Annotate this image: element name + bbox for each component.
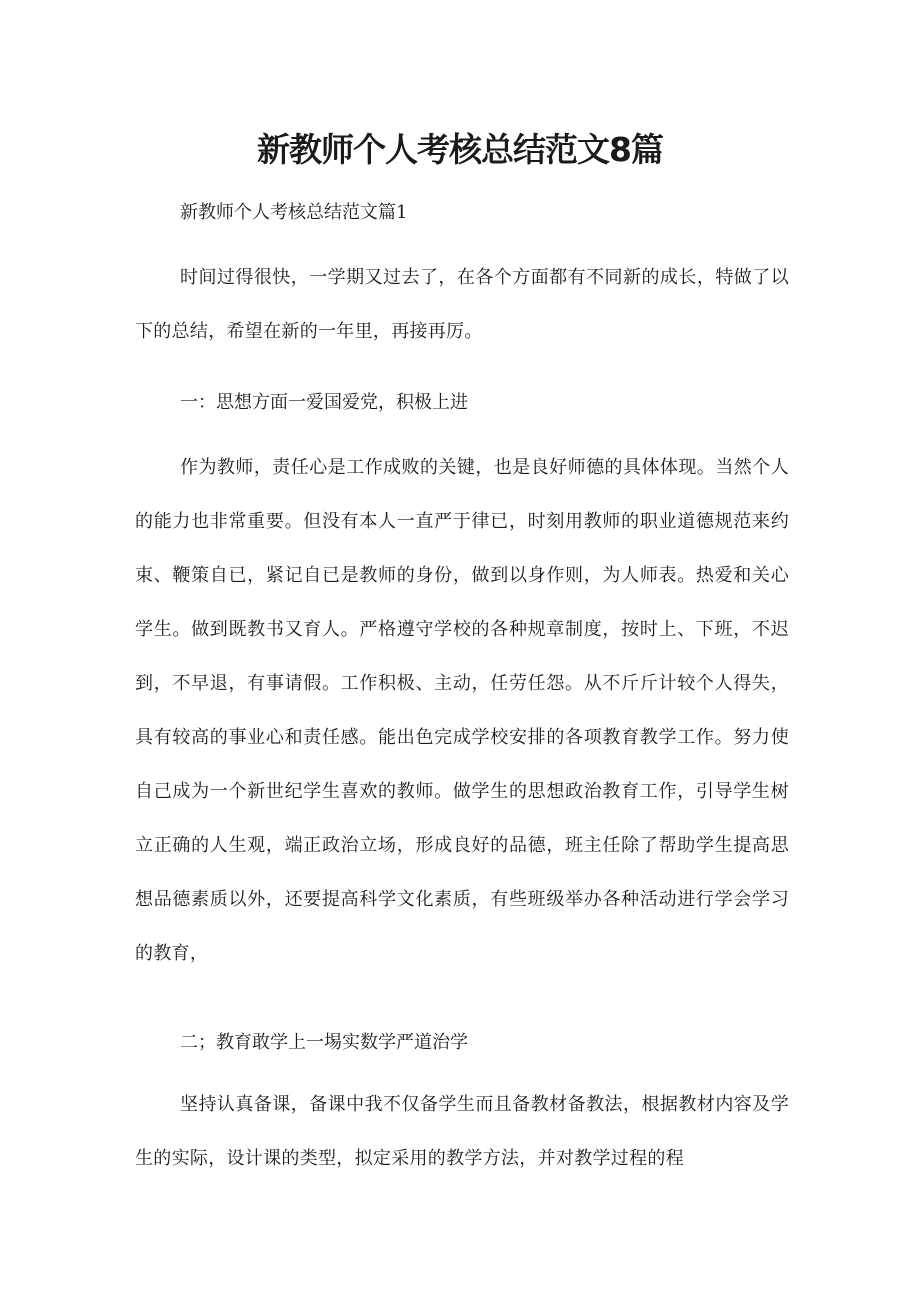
section-subtitle: 新教师个人考核总结范文篇1 [180, 202, 408, 223]
paragraph-preparation: 坚持认真备课，备课中我不仅备学生而且备教材备教法，根据教材内容及学生的实际，设计课的类型，拟定采用的教学方法，并对教学过程的程 [135, 1094, 789, 1169]
heading-section-1: 一：思想方面一爱国爱党，积极上进 [180, 392, 468, 413]
document-title: 新教师个人考核总结范文8篇 [257, 130, 663, 169]
paragraph-ethics: 作为教师，责任心是工作成败的关键，也是良好师德的具体体现。当然个人的能力也非常重要。但没有本人一直严于律已，时刻用教师的职业道德规范来约束、鞭策自已，紧记自已是教师的身份，做到以身作则，为人师表。热爱和关心学生。做到既教书又育人。严格遵守学校的各种规章制度，按时上、下班，不迟到，不早退，有事请假。工作积极、主动，任劳任怨。从不斤斤计较个人得失，具有较高的事业心和责任感。能出色完成学校安排的各项教育教学工作。努力使自己成为一个新世纪学生喜欢的教师。做学生的思想政治教育工作，引导学生树立正确的人生观，端正政治立场，形成良好的品德，班主任除了帮助学生提高思想品德素质以外，还要提高科学文化素质，有些班级举办各种活动进行学会学习的教育， [135, 457, 789, 964]
paragraph-intro: 时间过得很快，一学期又过去了，在各个方面都有不同新的成长，特做了以下的总结，希望在新的一年里，再接再厉。 [135, 267, 789, 342]
heading-section-2: 二；教育敢学上一埸实数学严道治学 [180, 1032, 468, 1053]
